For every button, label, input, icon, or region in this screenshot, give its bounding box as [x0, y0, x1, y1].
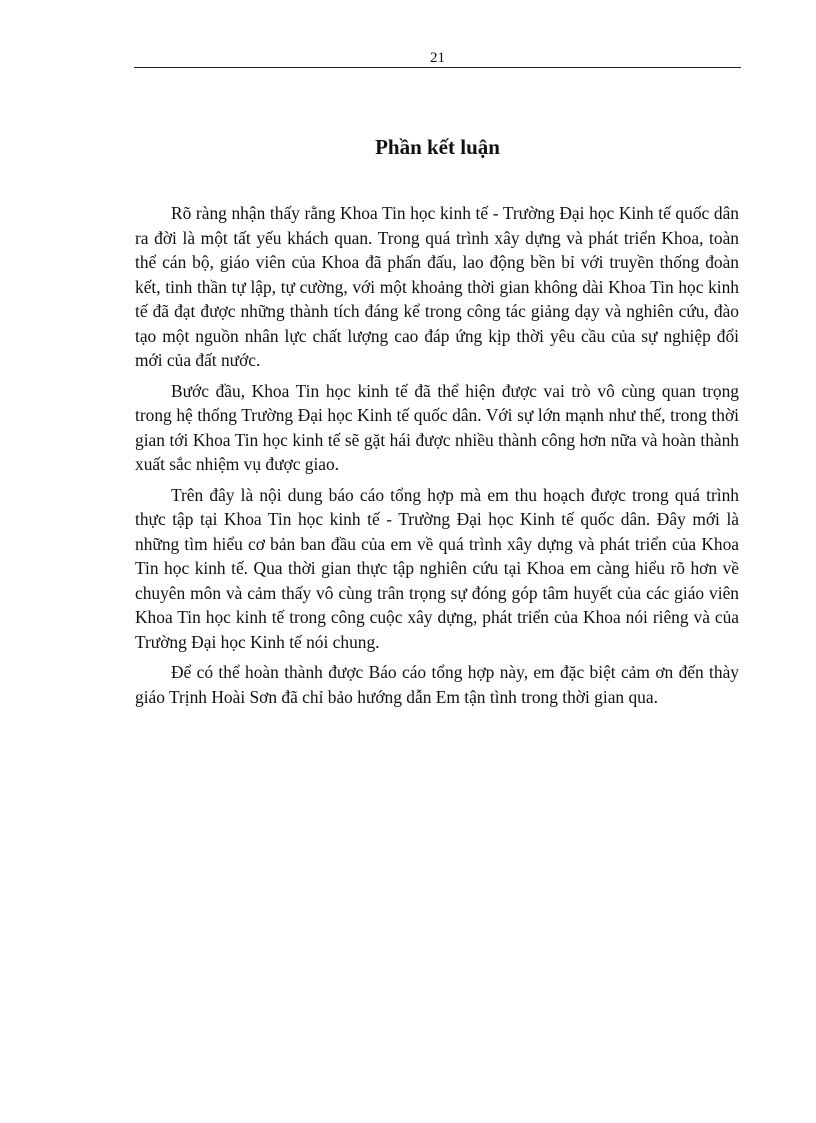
- page-number: 21: [430, 50, 445, 66]
- paragraph-1: Rõ ràng nhận thấy rằng Khoa Tin học kinh tế - Trường Đại học Kinh tế quốc dân ra đời là một tất yếu khách quan. Trong quá trình xây dựng và phát triển Khoa, toàn thể cán bộ, giáo viên của Khoa đã phấn đấu, lao động bền bỉ với truyền thống đoàn kết, tinh thần tự lập, tự cường, với một khoảng thời gian không dài Khoa Tin học kinh tế đã đạt được những thành tích đáng kể trong công tác giảng dạy và nghiên cứu, đào tạo một nguồn nhân lực chất lượng cao đáp ứng kịp thời yêu cầu của sự nghiệp đổi mới của đất nước.: [135, 203, 739, 370]
- page-title: Phần kết luận: [375, 135, 500, 159]
- body-text: [135, 201, 739, 715]
- paragraph-3: Trên đây là nội dung báo cáo tổng hợp mà em thu hoạch được trong quá trình thực tập tại Khoa Tin học kinh tế - Trường Đại học Kinh tế quốc dân. Đây mới là những tìm hiểu cơ bản ban đầu của em về quá trình xây dựng và phát triển của Khoa Tin học kinh tế. Qua thời gian thực tập nghiên cứu tại Khoa em càng hiểu rõ hơn về chuyên môn và cảm thấy vô cùng trân trọng sự đóng góp tâm huyết của các giáo viên Khoa Tin học kinh tế trong công cuộc xây dựng, phát triển của Khoa nói riêng và của Trường Đại học Kinh tế nói chung.: [135, 484, 739, 652]
- paragraph-2: Bước đầu, Khoa Tin học kinh tế đã thể hiện được vai trò vô cùng quan trọng trong hệ thống Trường Đại học Kinh tế quốc dân. Với sự lớn mạnh như thế, trong thời gian tới Khoa Tin học kinh tế sẽ gặt hái được nhiều thành công hơn nữa và hoàn thành xuất sắc nhiệm vụ được giao.: [135, 380, 739, 474]
- paragraph-4: Để có thể hoàn thành được Báo cáo tổng hợp này, em đặc biệt cảm ơn đến thày giáo Trịnh Hoài Sơn đã chỉ bảo hướng dẫn Em tận tình trong thời gian qua.: [135, 662, 739, 707]
- header-divider: [134, 67, 741, 68]
